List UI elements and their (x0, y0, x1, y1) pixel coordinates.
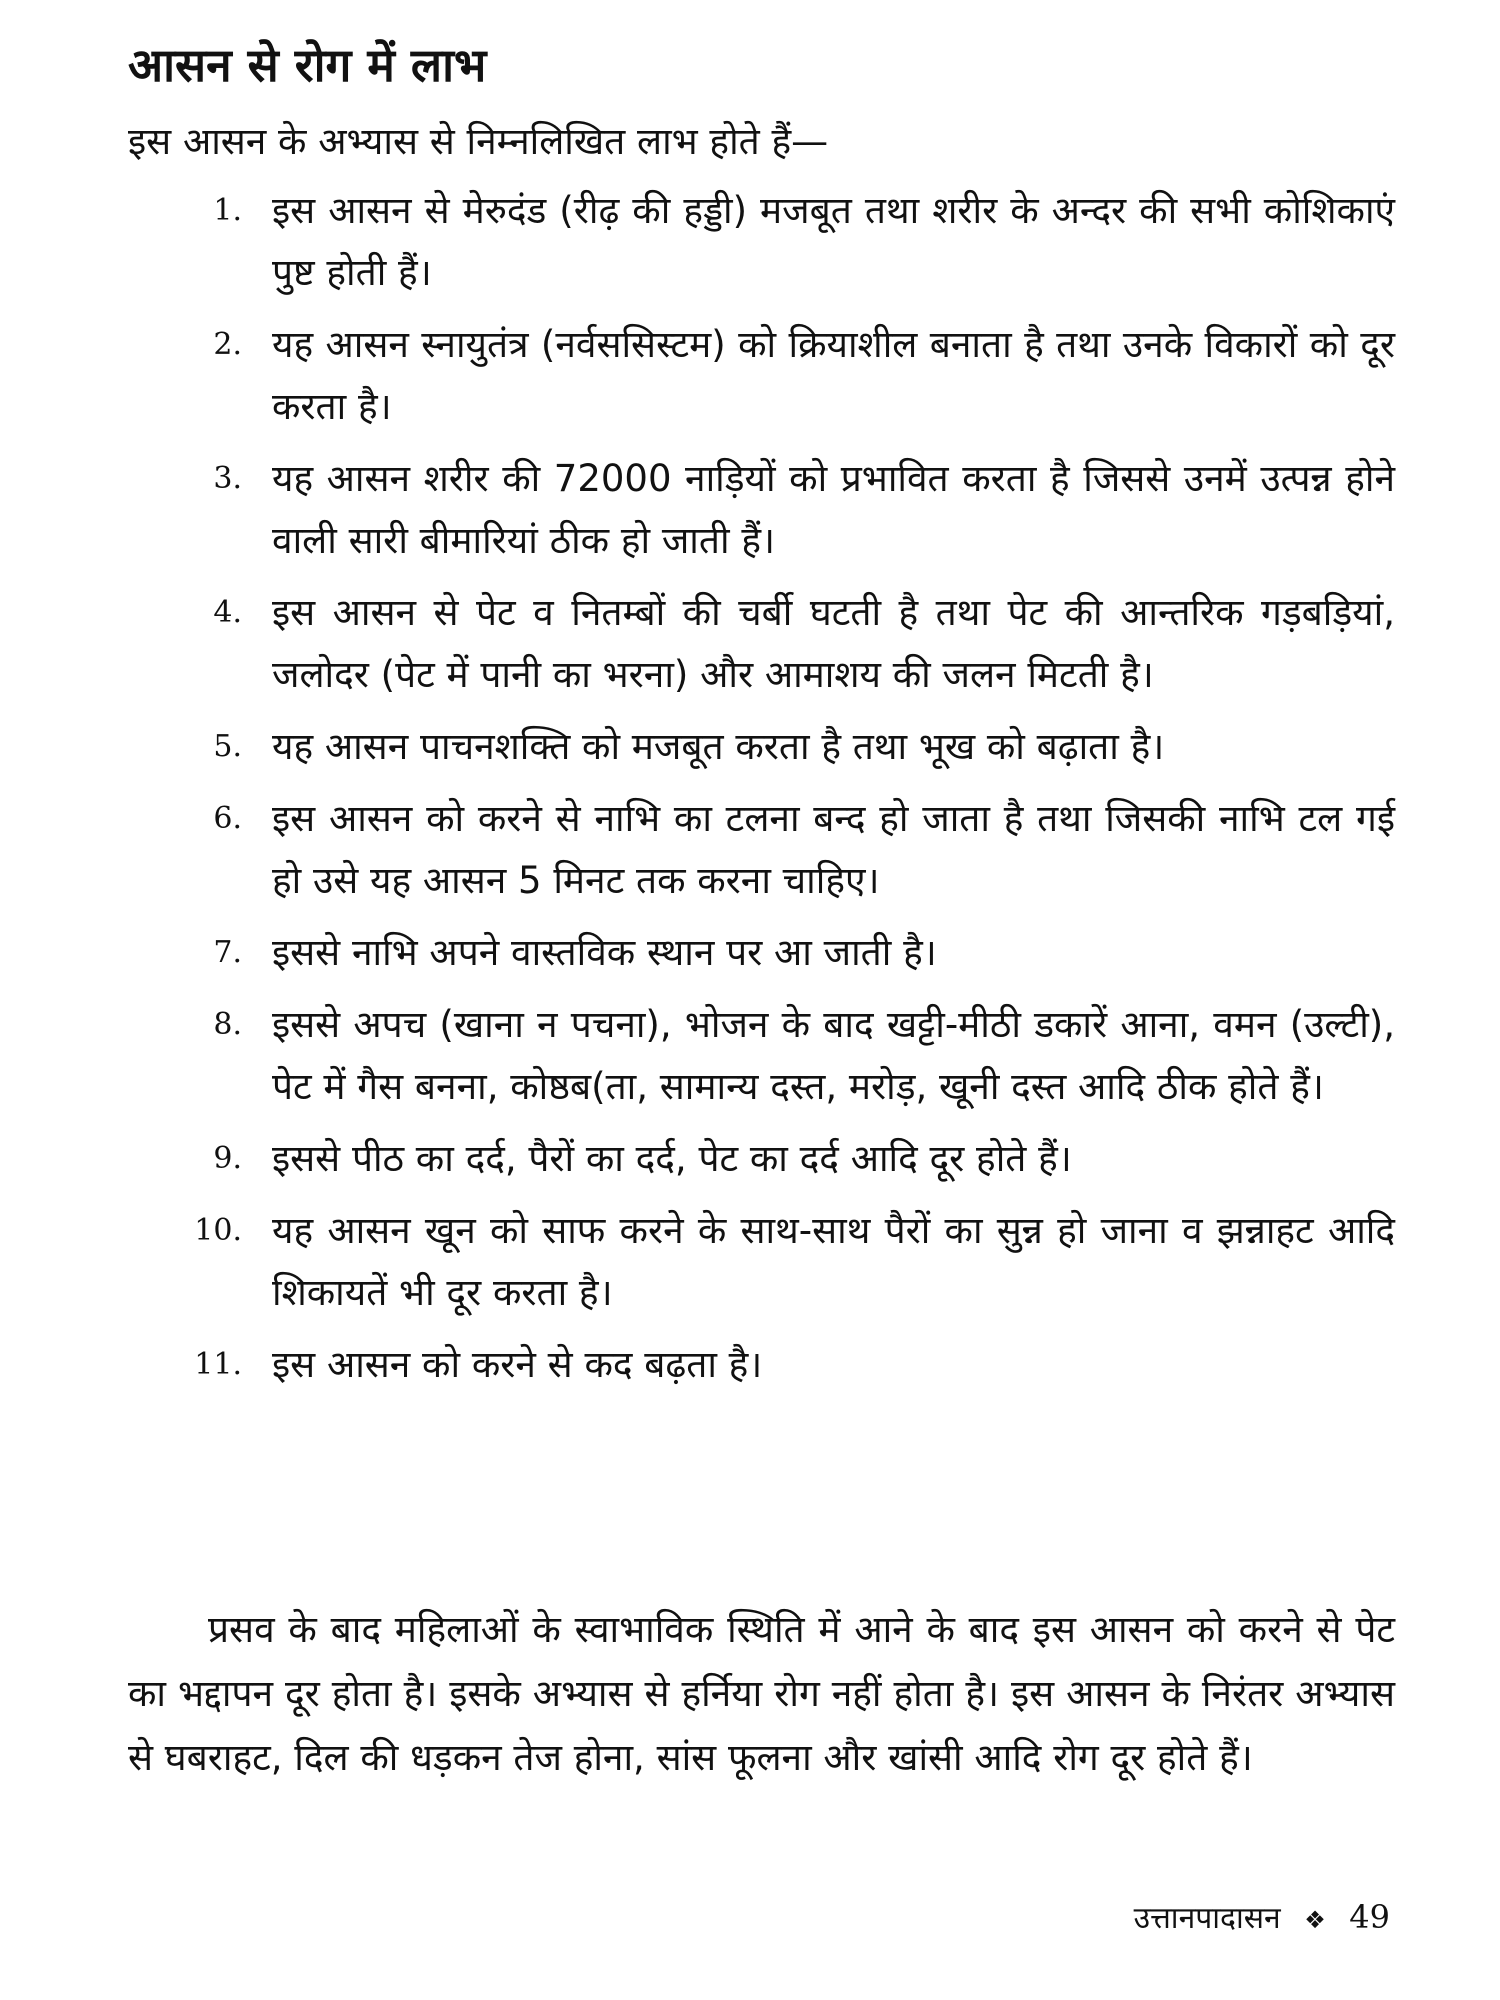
list-item (150, 716, 1395, 778)
list-item-number: 7. (213, 935, 242, 970)
list-item (150, 1200, 1395, 1324)
list-item-text: यह आसन स्नायुतंत्र (नर्वससिस्टम) को क्रियाशील बनाता है तथा उनके विकारों को दूर करता है। (272, 323, 1395, 428)
benefits-list (150, 180, 1395, 1406)
list-item (150, 448, 1395, 572)
list-item-text: यह आसन पाचनशक्ति को मजबूत करता है तथा भूख को बढ़ाता है। (272, 725, 1165, 768)
list-item-text: इससे अपच (खाना न पचना), भोजन के बाद खट्टी-मीठी डकारें आना, वमन (उल्टी), पेट में गैस बनना, कोष्ठब(ता, सामान्य दस्त, मरोड़, खूनी दस्त आदि ठीक होते हैं। (272, 1003, 1395, 1108)
chapter-name: उत्तानपादासन (1133, 1901, 1281, 1936)
list-item (150, 788, 1395, 912)
ornament-icon: ❖ (1304, 1906, 1326, 1934)
section-heading: आसन से रोग में लाभ (128, 38, 487, 92)
list-item (150, 314, 1395, 438)
list-item-text: इस आसन से मेरुदंड (रीढ़ की हड्डी) मजबूत तथा शरीर के अन्दर की सभी कोशिकाएं पुष्ट होती हैं। (272, 189, 1395, 294)
list-item-text: इस आसन को करने से कद बढ़ता है। (272, 1343, 763, 1386)
list-item-text: इस आसन से पेट व नितम्बों की चर्बी घटती है तथा पेट की आन्तरिक गड़बड़ियां, जलोदर (पेट में पानी का भरना) और आमाशय की जलन मिटती है। (272, 591, 1395, 696)
list-item-number: 3. (213, 461, 242, 496)
list-item-text: यह आसन खून को साफ करने के साथ-साथ पैरों का सुन्न हो जाना व झन्नाहट आदि शिकायतें भी दूर करता है। (272, 1209, 1395, 1314)
list-item-text: यह आसन शरीर की 72000 नाड़ियों को प्रभावित करता है जिससे उनमें उत्पन्न होने वाली सारी बीमारियां ठीक हो जाती हैं। (272, 457, 1395, 562)
list-item-number: 11. (194, 1347, 242, 1382)
list-item-number: 9. (213, 1141, 242, 1176)
list-item-text: इससे पीठ का दर्द, पैरों का दर्द, पेट का दर्द आदि दूर होते हैं। (272, 1137, 1072, 1180)
list-item (150, 180, 1395, 304)
list-item-number: 2. (213, 327, 242, 362)
page-footer (1134, 1895, 1390, 1942)
intro-line: इस आसन के अभ्यास से निम्नलिखित लाभ होते हैं— (128, 120, 829, 163)
list-item-number: 4. (213, 595, 242, 630)
list-item-number: 6. (213, 801, 242, 836)
list-item (150, 582, 1395, 706)
page-number: 49 (1349, 1898, 1390, 1936)
list-item-text: इस आसन को करने से नाभि का टलना बन्द हो जाता है तथा जिसकी नाभि टल गई हो उसे यह आसन 5 मिनट तक करना चाहिए। (272, 797, 1395, 902)
closing-paragraph: प्रसव के बाद महिलाओं के स्वाभाविक स्थिति में आने के बाद इस आसन को करने से पेट का भद्दापन दूर होता है। इसके अभ्यास से हर्निया रोग नहीं होता है। इस आसन के निरंतर अभ्यास से घबराहट, दिल की धड़कन तेज होना, सांस फूलना और खांसी आदि रोग दूर होते हैं। (128, 1608, 1395, 1779)
list-item (150, 922, 1395, 984)
list-item-text: इससे नाभि अपने वास्तविक स्थान पर आ जाती है। (272, 931, 937, 974)
list-item-number: 1. (213, 193, 242, 228)
list-item (150, 1128, 1395, 1190)
list-item-number: 8. (213, 1007, 242, 1042)
list-item (150, 994, 1395, 1118)
list-item-number: 10. (194, 1213, 242, 1248)
list-item (150, 1334, 1395, 1396)
list-item-number: 5. (213, 729, 242, 764)
